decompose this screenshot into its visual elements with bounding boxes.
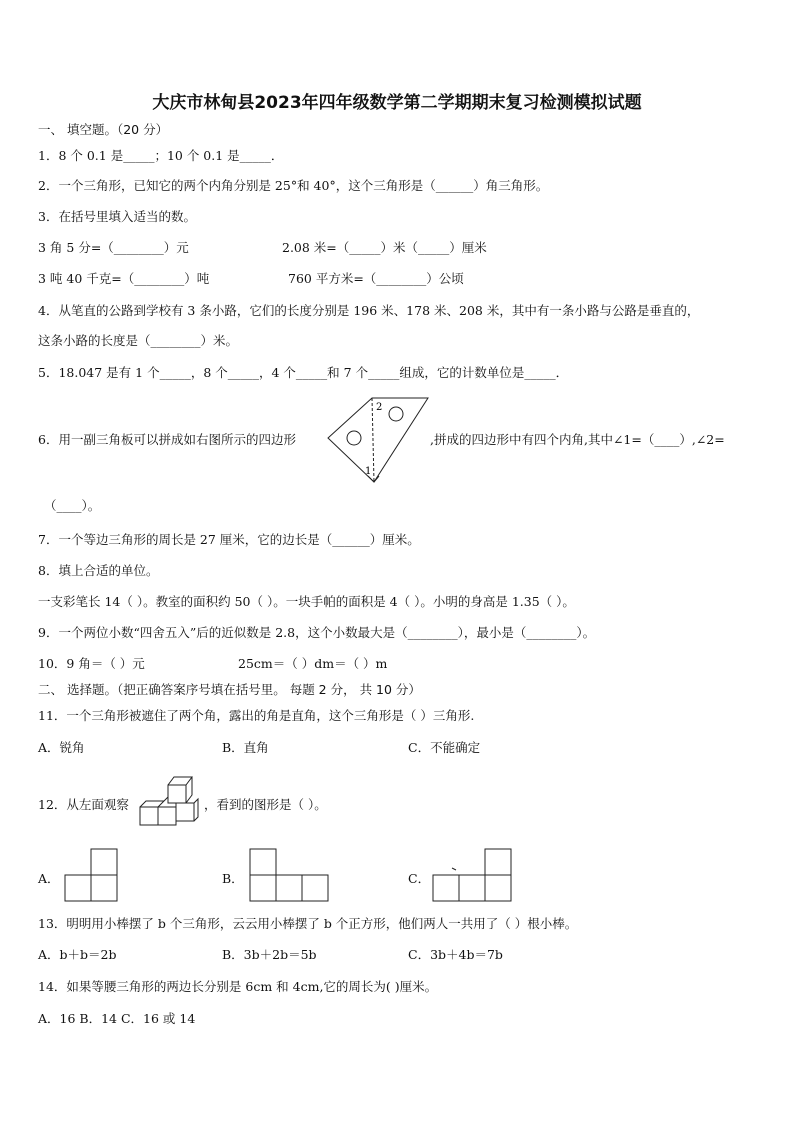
cube-stack-figure [136, 773, 202, 833]
question-3-part-b: 2.08 米=（_____）米（_____）厘米 [282, 240, 487, 255]
option-c-view-figure [432, 848, 512, 904]
page-title: 大庆市林甸县2023年四年级数学第二学期期末复习检测模拟试题 [152, 93, 642, 113]
question-8-items: 一支彩笔长 14（ ）。教室的面积约 50（ ）。一块手帕的面积是 4（ ）。小明的身高是 1.35（ ）。 [38, 594, 575, 609]
angle-2-label: 2 [376, 402, 383, 413]
question-12-option-c: C． [408, 871, 431, 886]
question-14-options: A．16 B．14 C．16 或 14 [38, 1011, 196, 1026]
option-b-view-figure [249, 848, 329, 904]
question-7: 7．一个等边三角形的周长是 27 厘米，它的边长是（______）厘米。 [38, 532, 420, 547]
question-5: 5．18.047 是有 1 个_____，8 个_____，4 个_____和 7 个_____组成，它的计数单位是_____． [38, 365, 569, 380]
question-14: 14．如果等腰三角形的两边长分别是 6cm 和 4cm,它的周长为( )厘米。 [38, 979, 438, 994]
question-11: 11．一个三角形被遮住了两个角，露出的角是直角，这个三角形是（ ）三角形. [38, 708, 475, 723]
question-12-text-b: ，看到的图形是（ ）。 [204, 797, 327, 812]
quadrilateral-figure [324, 394, 430, 486]
question-12-text-a: 12．从左面观察 [38, 797, 129, 812]
question-3: 3．在括号里填入适当的数。 [38, 209, 196, 224]
question-10-part-b: 25cm＝（ ）dm＝（ ）m [238, 656, 388, 671]
question-13: 13．明明用小棒摆了 b 个三角形，云云用小棒摆了 b 个正方形，他们两人一共用了（ ）根小棒。 [38, 916, 578, 931]
angle-1-label: 1 [365, 466, 372, 477]
question-8: 8．填上合适的单位。 [38, 563, 159, 578]
question-12-option-a: A． [38, 871, 60, 886]
question-9: 9．一个两位小数“四舍五入”后的近似数是 2.8，这个小数最大是（________），最小是（________）。 [38, 625, 596, 640]
question-11-option-a: A．锐角 [38, 740, 85, 755]
section-choice-heading: 二、 选择题。（把正确答案序号填在括号里。 每题 2 分， 共 10 分） [38, 682, 421, 697]
question-11-option-b: B．直角 [222, 740, 269, 755]
question-11-option-c: C．不能确定 [408, 740, 481, 755]
option-a-view-figure [64, 848, 118, 904]
question-1: 1．8 个 0.1 是_____；10 个 0.1 是_____． [38, 148, 284, 163]
question-10-part-a: 10．9 角＝（ ）元 [38, 656, 145, 671]
question-6-text-b: ,拼成的四边形中有四个内角,其中∠1=（____）,∠2= [430, 432, 725, 447]
question-4-line-1: 4．从笔直的公路到学校有 3 条小路，它们的长度分别是 196 米、178 米、208 米，其中有一条小路与公路是垂直的， [38, 303, 700, 318]
question-2: 2．一个三角形，已知它的两个内角分别是 25°和 40°，这个三角形是（______）角三角形。 [38, 178, 549, 193]
section-fill-blank-heading: 一、 填空题。（20 分） [38, 122, 169, 137]
question-13-option-a: A．b＋b＝2b [38, 947, 117, 962]
question-4-line-2: 这条小路的长度是（________）米。 [38, 333, 239, 348]
question-13-option-c: C．3b＋4b＝7b [408, 947, 503, 962]
question-3-part-d: 760 平方米=（________）公顷 [288, 271, 464, 286]
question-3-part-a: 3 角 5 分=（________）元 [38, 240, 189, 255]
question-3-part-c: 3 吨 40 千克=（________）吨 [38, 271, 210, 286]
question-13-option-b: B．3b＋2b＝5b [222, 947, 317, 962]
question-6-text-c: （____）。 [44, 498, 101, 513]
question-12-option-b: B． [222, 871, 244, 886]
question-6-text-a: 6．用一副三角板可以拼成如右图所示的四边形 [38, 432, 296, 447]
